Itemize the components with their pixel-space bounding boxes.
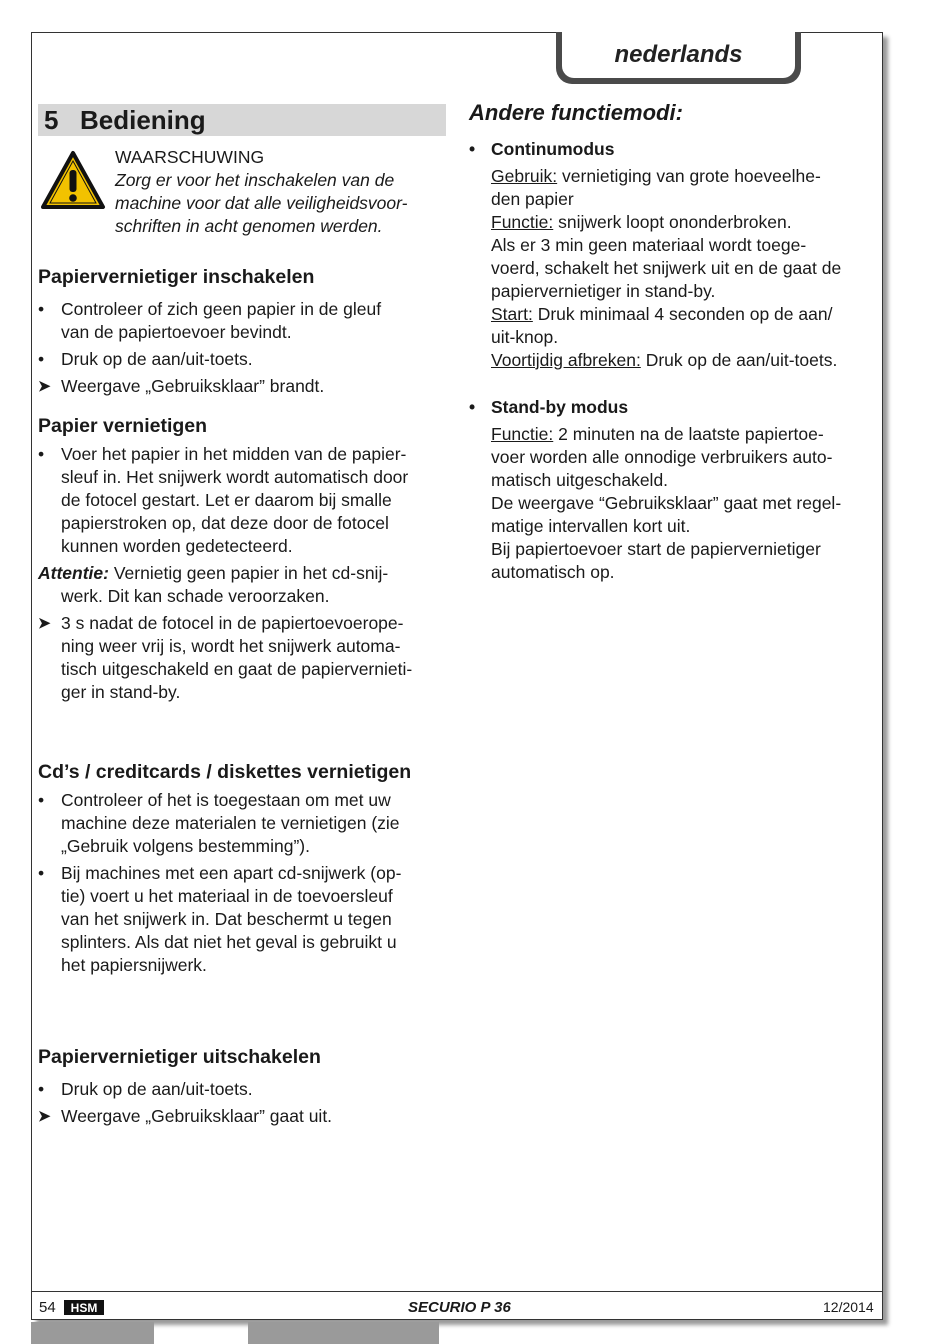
list-item-line: van het snijwerk in. Dat beschermt u tegen [61, 909, 392, 929]
switch-on-heading: Papiervernietiger inschakelen [38, 266, 315, 288]
mode-line: Bij papiertoevoer start de papiervernietiger [491, 539, 821, 559]
function-text: snijwerk loopt ononderbroken. [553, 212, 792, 232]
mode-line: automatisch op. [491, 562, 615, 582]
bullet-icon: • [38, 349, 45, 369]
language-label: nederlands [562, 32, 795, 78]
mode-body [469, 165, 879, 372]
list-item-line: Bij machines met een apart cd-snijwerk (op- [61, 863, 402, 883]
page-number: 54 [39, 1299, 56, 1316]
start-text: uit-knop. [491, 327, 559, 347]
warning-line: Zorg er voor het inschakelen van de [115, 170, 395, 190]
list-item-line: Weergave „Gebruiksklaar” brandt. [61, 376, 325, 396]
mode-line: Als er 3 min geen materiaal wordt toege- [491, 235, 807, 255]
mode-body [469, 423, 879, 584]
list-item-line: tisch uitgeschakeld en gaat de papiervernieti- [61, 659, 413, 679]
list-item-line: tie) voert u het materiaal in de toevoersleuf [61, 886, 393, 906]
arrow-right-icon: ➤ [38, 1108, 51, 1125]
list-item [38, 862, 450, 977]
list-item-line: kunnen worden gedetecteerd. [61, 536, 293, 556]
list-item-line: machine deze materialen te vernietigen (zie [61, 813, 400, 833]
warning-title: WAARSCHUWING [115, 147, 265, 167]
list-item-line: Controleer of zich geen papier in de gleuf [61, 299, 382, 319]
mode-line: papiervernietiger in stand-by. [491, 281, 716, 301]
section-title: Bediening [80, 104, 206, 135]
abort-label: Voortijdig afbreken: [491, 350, 641, 370]
list-item-line: ger in stand-by. [61, 682, 181, 702]
hsm-logo [64, 1300, 106, 1315]
attention-text: werk. Dit kan schade veroorzaken. [61, 586, 330, 606]
warning-text [115, 146, 445, 238]
arrow-right-icon: ➤ [38, 615, 51, 632]
list-item [38, 348, 448, 371]
switch-on-list [38, 298, 448, 402]
attention-text: Vernietig geen papier in het cd-snij- [108, 563, 389, 583]
function-label: Functie: [491, 212, 554, 232]
list-item-line: papierstroken op, dat deze door de fotocel [61, 513, 389, 533]
list-item [38, 789, 450, 858]
bullet-icon: • [38, 299, 45, 319]
mode-title: Stand-by modus [491, 397, 629, 417]
section-number: 5 [44, 104, 59, 135]
mode-line: De weergave “Gebruiksklaar” gaat met regel- [491, 493, 842, 513]
use-text: den papier [491, 189, 574, 209]
bullet-icon: • [38, 444, 45, 464]
bullet-icon: • [38, 1079, 45, 1099]
list-item [38, 298, 448, 344]
shred-paper-list [38, 443, 450, 708]
bullet-icon: • [469, 397, 476, 417]
standby-mode [469, 396, 879, 584]
list-item-line: splinters. Als dat niet het geval is gebruikt u [61, 932, 397, 952]
bottom-bar [31, 1322, 154, 1344]
hsm-logo-text: HSM [70, 1301, 98, 1315]
list-item-line: „Gebruik volgens bestemming”). [61, 836, 310, 856]
list-item-line: Controleer of het is toegestaan om met uw [61, 790, 391, 810]
start-text: Druk minimaal 4 seconden op de aan/ [532, 304, 833, 324]
list-item-line: 3 s nadat de fotocel in de papiertoevoeropе- [61, 613, 404, 633]
mode-line: voer worden alle onnodige verbruikers auto- [491, 447, 833, 467]
footer-divider [31, 1291, 883, 1292]
warning-line: machine voor dat alle veiligheidsvoor- [115, 193, 408, 213]
list-item-line: ning weer vrij is, wordt het snijwerk automa- [61, 636, 401, 656]
switch-off-list [38, 1078, 450, 1132]
function-text: 2 minuten na de laatste papiertoe- [553, 424, 824, 444]
list-item-line: van de papiertoevoer bevindt. [61, 322, 292, 342]
other-modes-title: Andere functiemodi: [469, 100, 683, 125]
use-text: vernietiging van grote hoeveelhe- [557, 166, 821, 186]
language-tab [556, 32, 801, 84]
edition-date: 12/2014 [823, 1299, 874, 1315]
use-label: Gebruik: [491, 166, 558, 186]
mode-line: voerd, schakelt het snijwerk uit en de gaat de [491, 258, 842, 278]
mode-title: Continumodus [491, 139, 615, 159]
list-item [38, 1105, 450, 1128]
warning-line: schriften in acht genomen werden. [115, 216, 383, 236]
shred-paper-heading: Papier vernietigen [38, 415, 208, 437]
mode-name [469, 396, 879, 419]
cds-list [38, 789, 450, 981]
continuous-mode [469, 138, 879, 372]
list-item [38, 1078, 450, 1101]
switch-off-heading: Papiervernietiger uitschakelen [38, 1046, 321, 1068]
list-item [38, 443, 450, 558]
bullet-icon: • [469, 139, 476, 159]
attention-note [38, 562, 450, 608]
bottom-bar [248, 1322, 439, 1344]
list-item-line: Weergave „Gebruiksklaar” gaat uit. [61, 1106, 333, 1126]
function-label: Functie: [491, 424, 554, 444]
abort-text: Druk op de aan/uit-toets. [640, 350, 838, 370]
model-name: SECURIO P 36 [408, 1299, 511, 1316]
list-item-line: Druk op de aan/uit-toets. [61, 349, 253, 369]
list-item-line: Druk op de aan/uit-toets. [61, 1079, 253, 1099]
cds-heading: Cd’s / creditcards / diskettes vernietigen [38, 761, 412, 783]
list-item [38, 375, 448, 398]
list-item-line: sleuf in. Het snijwerk wordt automatisch door [61, 467, 409, 487]
mode-line: matige intervallen kort uit. [491, 516, 691, 536]
arrow-right-icon: ➤ [38, 378, 51, 395]
start-label: Start: [491, 304, 533, 324]
mode-name [469, 138, 879, 161]
bullet-icon: • [38, 863, 45, 883]
list-item-line: Voer het papier in het midden van de papier- [61, 444, 407, 464]
list-item [38, 612, 450, 704]
bullet-icon: • [38, 790, 45, 810]
list-item-line: de fotocel gestart. Let er daarom bij smalle [61, 490, 392, 510]
list-item-line: het papiersnijwerk. [61, 955, 207, 975]
section-heading [38, 104, 446, 136]
attention-label: Attentie: [38, 563, 109, 583]
warning-triangle-icon [40, 150, 106, 210]
mode-line: matisch uitgeschakeld. [491, 470, 669, 490]
